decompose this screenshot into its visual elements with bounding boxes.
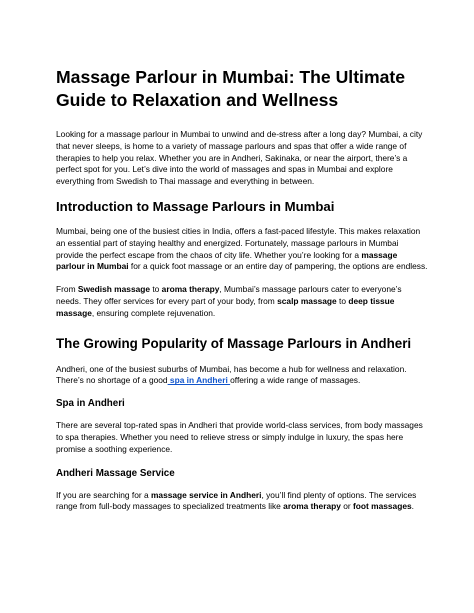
section-heading-andheri: The Growing Popularity of Massage Parlours in Andheri [56,335,412,351]
text-run: offering a wide range of massages. [230,375,361,386]
subheading-andheri-massage-service: Andheri Massage Service [56,467,175,479]
andheri-massage-service-paragraph [56,490,428,514]
intro-paragraph: Looking for a massage parlour in Mumbai to unwind and de-stress after a long day? Mumbai, a city that never sleeps, is home to a variety of massage parlours and spas that offer a wide range of therapies to help you relax. Whether you are in Andheri, Sakinaka, or near the airport, there’s a perfect spot for you. Let’s dive into the world of massages and spas in Mumbai and explore everything from Swedish to Thai massage and everything in between. [56,129,423,187]
andheri-paragraph [56,364,428,388]
document-page [56,66,428,524]
text-run: , ensuring complete rejuvenation. [91,307,216,318]
bold-phrase: scalp massage [277,295,337,306]
text-run: to [336,295,349,306]
bold-phrase: deep tissue massage [56,295,395,318]
document-title: Massage Parlour in Mumbai: The Ultimate Guide to Relaxation and Wellness [56,67,406,110]
section-heading-introduction: Introduction to Massage Parlours in Mumbai [56,198,335,214]
subheading-spa-in-andheri: Spa in Andheri [56,398,125,410]
spa-in-andheri-link[interactable]: spa in Andheri [167,375,231,386]
text-run: From [56,284,78,295]
bold-phrase: aroma therapy [161,284,220,295]
introduction-paragraph-2 [56,284,428,319]
spa-in-andheri-paragraph: There are several top-rated spas in Andheri that provide world-class services, from body massages to spa therapies. Whether you need to relieve stress or simply indulge in luxury, the spas here promise a soothing experience. [56,420,423,454]
text-run: for a quick foot massage or an entire day of pampering, the options are endless. [128,261,428,272]
bold-phrase: massage parlour in Mumbai [56,249,398,272]
text-run: , you’ll find plenty of options. The services range from full-body massages to specialized treatments like [56,489,417,512]
bold-phrase: Swedish massage [77,284,151,295]
text-run: , Mumbai’s massage parlours cater to everyone’s needs. They offer services for every part of your body, from [56,284,402,306]
text-run: to [150,284,162,295]
introduction-paragraph-1 [56,226,428,273]
text-run: Mumbai, being one of the busiest cities in India, offers a fast-paced lifestyle. This makes relaxation an essential part of staying healthy and energized. Fortunately, massage parlours in Mumbai provide the perfect escape from the chaos of city life. Whether you’re looking for a [56,225,421,260]
text-run: If you are searching for a [56,489,151,500]
text-run: . [411,501,414,512]
bold-phrase: aroma therapy [283,501,341,512]
text-run: or [340,501,353,512]
bold-phrase: foot massages [353,501,412,512]
text-run: Andheri, one of the busiest suburbs of Mumbai, has become a hub for wellness and relaxation. There’s no shortage of a good [56,363,407,386]
bold-phrase: massage service in Andheri [150,489,262,500]
